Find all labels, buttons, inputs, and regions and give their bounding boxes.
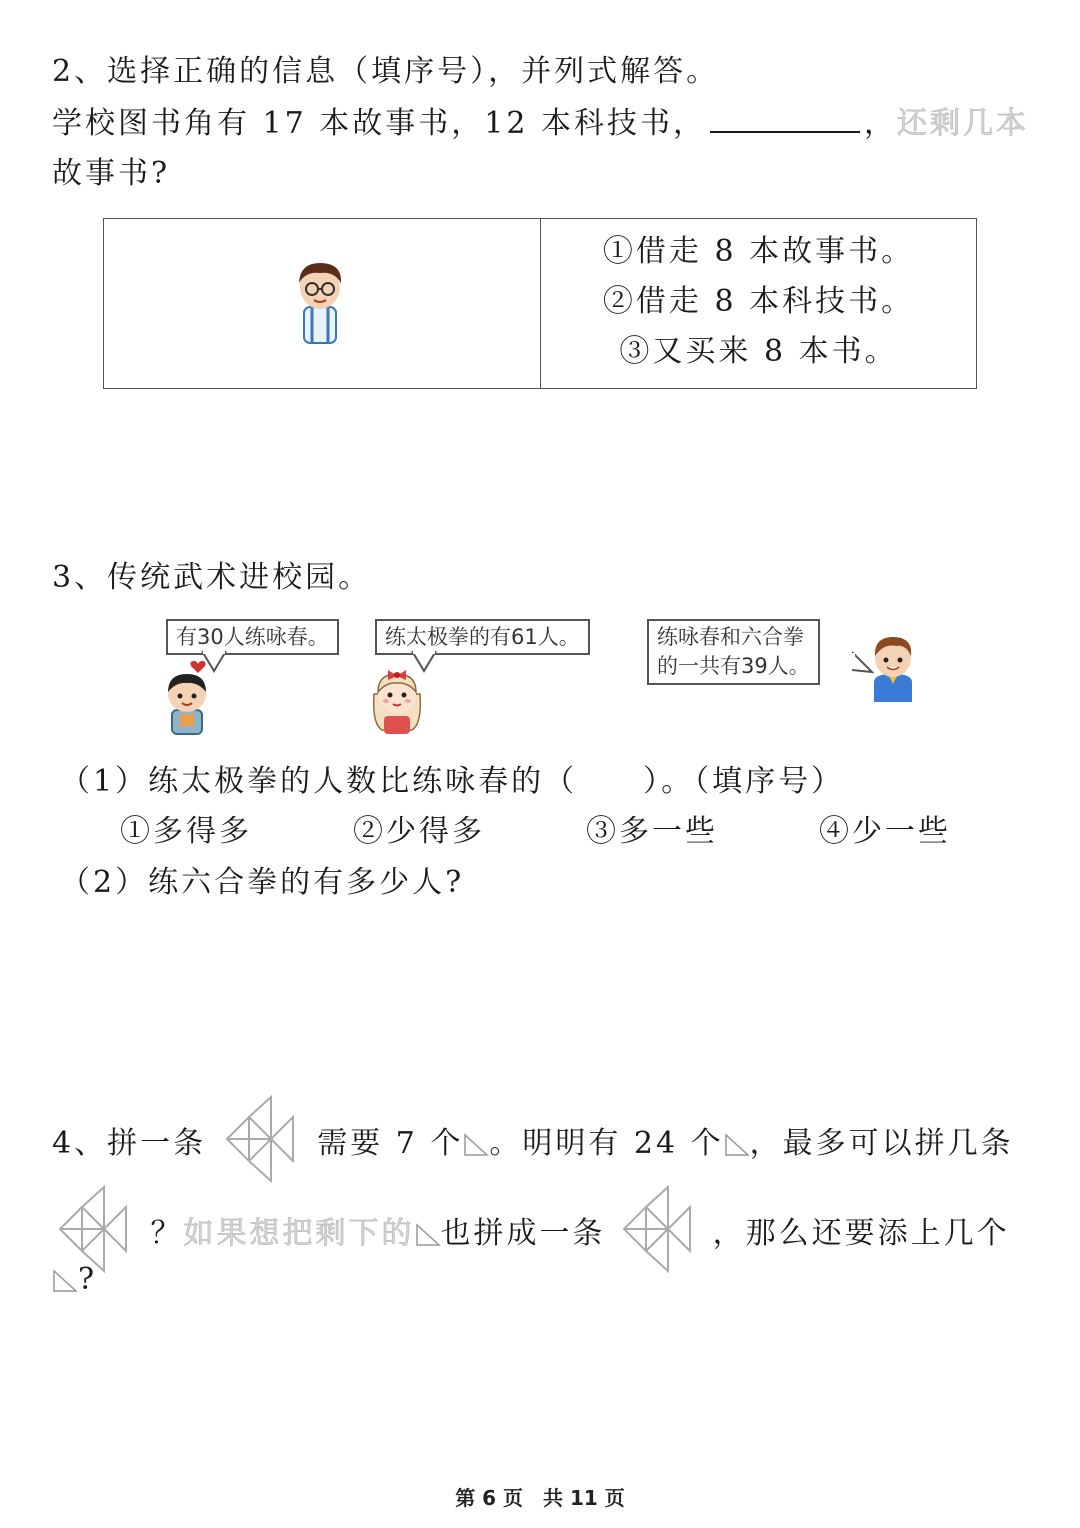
speech-bubble-2: 练太极拳的有61人。: [375, 619, 590, 655]
q2-info-table: [103, 218, 977, 389]
q2-title: 2、选择正确的信息（填序号），并列式解答。: [52, 54, 720, 89]
page-footer: 第 6 页 共 11 页: [455, 1486, 625, 1510]
triangle-icon: [52, 1269, 78, 1293]
triangle-icon: [724, 1133, 750, 1157]
q2-option-3[interactable]: ③又买来 8 本书。: [619, 334, 898, 369]
boy-illustration-1: [160, 672, 214, 736]
q2-options-cell: [541, 219, 976, 388]
q2-line1-comma: ，: [863, 106, 897, 141]
q4-text-4: ，最多可以拼几条: [749, 1126, 1014, 1161]
q2-line1-text: 学校图书角有 17 本故事书，12 本科技书，: [52, 106, 706, 141]
q3-sub1: （1）练太极拳的人数比练咏春的（ ）。（填序号）: [60, 764, 845, 799]
bubble-3-line1: 练咏春和六合拳: [657, 625, 804, 649]
q3-choice-4[interactable]: ④少一些: [819, 814, 951, 849]
q3-choice-3[interactable]: ③多一些: [586, 814, 718, 849]
q2-answer-blank[interactable]: [710, 103, 860, 133]
q4-text-3: 。明明有 24 个: [489, 1126, 724, 1161]
q4-text-5: ？: [150, 1216, 184, 1251]
speech-bubble-1: 有30人练咏春。: [166, 619, 339, 655]
triangle-icon: [415, 1223, 441, 1247]
q4-text-1: 4、拼一条: [52, 1126, 207, 1161]
q3-title: 3、传统武术进校园。: [52, 560, 372, 595]
q2-option-2[interactable]: ②借走 8 本科技书。: [602, 284, 915, 319]
q3-choice-1[interactable]: ①多得多: [120, 814, 252, 849]
boy-with-glasses-illustration: [290, 259, 350, 349]
boy-illustration-2: [866, 634, 920, 704]
q4-text-6: 如果想把剩下的: [183, 1216, 415, 1251]
q3-choice-2[interactable]: ②少得多: [353, 814, 485, 849]
speech-bubble-3: [647, 619, 820, 685]
triangle-icon: [463, 1133, 489, 1157]
q2-line1: [52, 103, 1029, 144]
q4-line2: [56, 1185, 1010, 1273]
q2-illustration-cell: [104, 219, 541, 388]
q2-line1-end: 还剩几本: [896, 106, 1029, 141]
q4-text-7: 也拼成一条: [440, 1216, 606, 1251]
q4-line1: [52, 1095, 1014, 1183]
q3-sub2: （2）练六合拳的有多少人?: [60, 865, 465, 900]
girl-illustration: [368, 664, 426, 736]
bubble-3-line2: 的一共有39人。: [657, 654, 810, 678]
q4-text-9: ?: [78, 1262, 98, 1297]
q2-line2: 故事书?: [52, 156, 171, 191]
q4-line3: [52, 1260, 97, 1300]
fish-shape-icon: [223, 1095, 301, 1183]
q4-text-8: ，那么还要添上几个: [712, 1216, 1010, 1251]
q2-option-1[interactable]: ①借走 8 本故事书。: [602, 234, 915, 269]
q4-text-2: 需要 7 个: [317, 1126, 464, 1161]
fish-shape-icon: [620, 1185, 698, 1273]
